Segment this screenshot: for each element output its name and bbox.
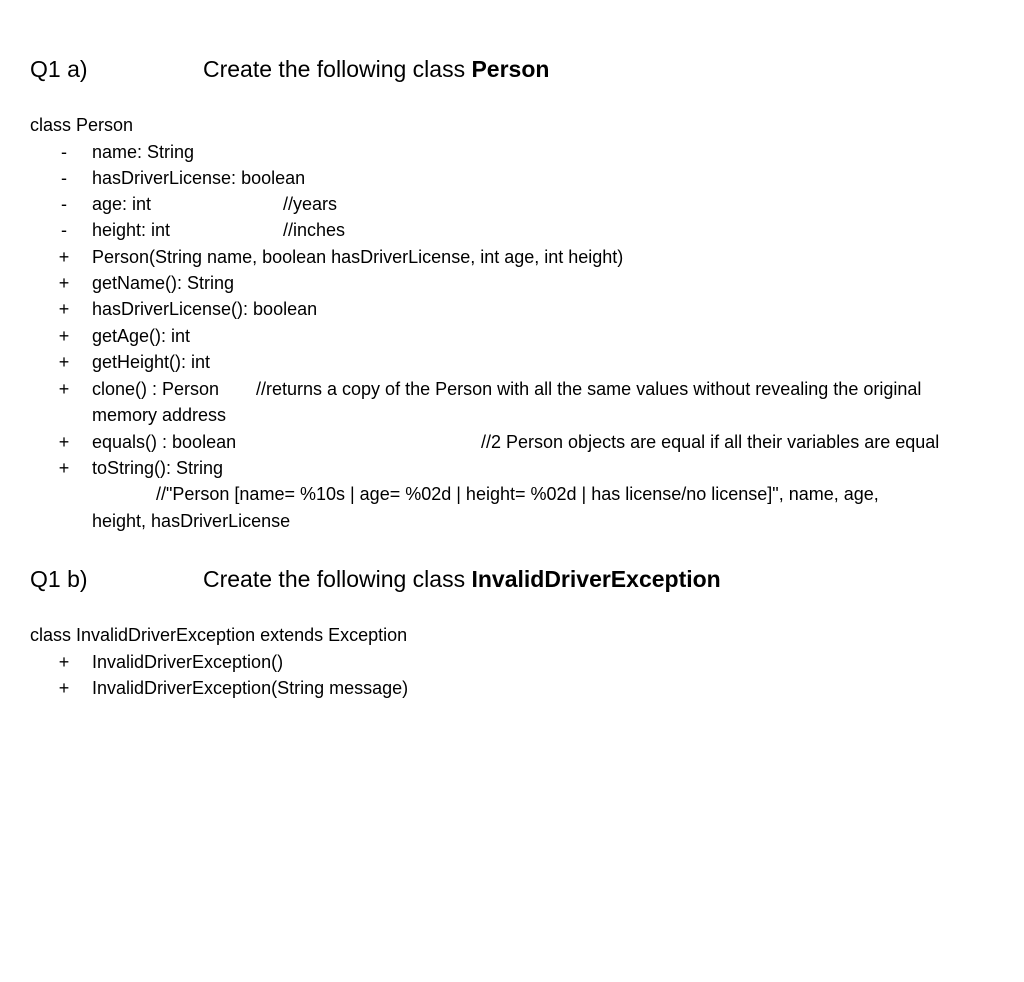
- member-text: InvalidDriverException(String message): [92, 678, 409, 698]
- member-text: InvalidDriverException(): [92, 652, 284, 672]
- member-text: name: String: [92, 142, 195, 162]
- member-text: getName(): String: [92, 273, 235, 293]
- q1b-label: Q1 b): [30, 566, 88, 592]
- member-marker: +: [58, 458, 70, 478]
- member-comment: //years: [283, 194, 338, 214]
- q1a-title-prefix: Create the following class: [203, 56, 472, 82]
- member-marker: +: [58, 379, 70, 399]
- q1a-title: [203, 55, 549, 83]
- member-text: toString(): String: [92, 458, 224, 478]
- member-marker: -: [61, 220, 67, 240]
- q1a-class-header: class Person: [30, 115, 134, 135]
- q1b-title-prefix: Create the following class: [203, 566, 472, 592]
- member-marker: +: [58, 299, 70, 319]
- member-marker: +: [58, 352, 70, 372]
- member-text: clone() : Person: [92, 379, 220, 399]
- member-marker: -: [61, 168, 67, 188]
- q1b-title: [203, 565, 721, 593]
- member-text: height: int: [92, 220, 171, 240]
- member-marker: -: [61, 194, 67, 214]
- member-marker: +: [58, 652, 70, 672]
- member-marker: +: [58, 326, 70, 346]
- member-text: Person(String name, boolean hasDriverLicense, int age, int height): [92, 247, 624, 267]
- tostring-format-comment: //"Person [name= %10s | age= %02d | height= %02d | has license/no license]", name, age,: [156, 484, 879, 504]
- member-marker: -: [61, 142, 67, 162]
- member-text: equals() : boolean: [92, 432, 237, 452]
- tostring-format-comment-continued: height, hasDriverLicense: [92, 511, 291, 531]
- q1a-label: Q1 a): [30, 56, 88, 82]
- member-text: getHeight(): int: [92, 352, 211, 372]
- member-text: memory address: [92, 405, 227, 425]
- member-marker: +: [58, 678, 70, 698]
- member-comment: //inches: [283, 220, 346, 240]
- member-comment: //returns a copy of the Person with all the same values without revealing the original: [256, 379, 922, 399]
- member-marker: +: [58, 432, 70, 452]
- q1b-title-class-name: InvalidDriverException: [471, 566, 721, 592]
- member-marker: +: [58, 247, 70, 267]
- member-text: hasDriverLicense(): boolean: [92, 299, 318, 319]
- q1b-class-header: class InvalidDriverException extends Exception: [30, 625, 408, 645]
- member-comment: //2 Person objects are equal if all their variables are equal: [481, 432, 940, 452]
- q1a-title-class-name: Person: [471, 56, 550, 82]
- member-text: hasDriverLicense: boolean: [92, 168, 306, 188]
- member-marker: +: [58, 273, 70, 293]
- member-text: age: int: [92, 194, 152, 214]
- member-text: getAge(): int: [92, 326, 191, 346]
